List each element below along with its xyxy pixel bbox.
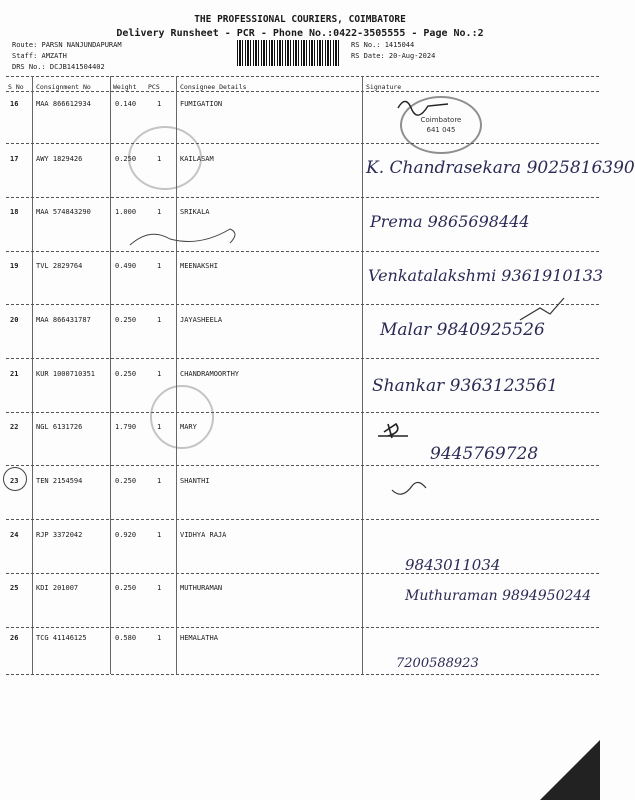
row-consignment: MAA 574843290 <box>36 208 91 216</box>
col-pcs: PCS <box>148 83 160 91</box>
row-weight: 0.250 <box>115 477 137 485</box>
row-pcs: 1 <box>157 155 162 163</box>
row-sno: 26 <box>10 634 19 642</box>
row-consignment: MAA 866431787 <box>36 316 91 324</box>
col-weight: Weight <box>113 83 137 91</box>
row-weight: 1.000 <box>115 208 137 216</box>
row-pcs: 1 <box>157 531 162 539</box>
col-consignment: Consignment No <box>36 83 91 91</box>
row-pcs: 1 <box>157 316 162 324</box>
row-sno: 17 <box>10 155 19 163</box>
handwritten-signature: 9445769728 <box>430 444 539 464</box>
row-consignment: TCG 41146125 <box>36 634 87 642</box>
rs-number: RS No.: 1415044 <box>351 41 415 49</box>
row-consignee: MUTHURAMAN <box>180 584 223 592</box>
row-weight: 0.140 <box>115 100 137 108</box>
row-consignment: TVL 2829764 <box>36 262 83 270</box>
row-pcs: 1 <box>157 477 162 485</box>
row-consignment: KDI 201007 <box>36 584 79 592</box>
row-consignee: KAILASAM <box>180 155 214 163</box>
row-consignee: HEMALATHA <box>180 634 218 642</box>
row-weight: 0.920 <box>115 531 137 539</box>
row-consignee: SHANTHI <box>180 477 210 485</box>
row-pcs: 1 <box>157 262 162 270</box>
row-sno: 21 <box>10 370 19 378</box>
row-pcs: 1 <box>157 100 162 108</box>
row-weight: 1.790 <box>115 423 137 431</box>
row-sno: 24 <box>10 531 19 539</box>
col-sno: S No <box>8 83 24 91</box>
handwritten-signature: Muthuraman 9894950244 <box>405 588 592 604</box>
row-consignment: AWY 1829426 <box>36 155 83 163</box>
row-sno: 18 <box>10 208 19 216</box>
row-consignee: SRIKALA <box>180 208 210 216</box>
row-weight: 0.250 <box>115 316 137 324</box>
col-consignee: Consignee Details <box>180 83 247 91</box>
row-sno: 23 <box>10 477 19 485</box>
row-sno: 22 <box>10 423 19 431</box>
row-sno: 16 <box>10 100 19 108</box>
row-consignment: NGL 6131726 <box>36 423 83 431</box>
handwritten-signature: Prema 9865698444 <box>370 212 530 231</box>
row-sno: 19 <box>10 262 19 270</box>
row-sno: 20 <box>10 316 19 324</box>
row-pcs: 1 <box>157 370 162 378</box>
row-consignee: FUMIGATION <box>180 100 223 108</box>
row-consignee: VIDHYA RAJA <box>180 531 227 539</box>
handwritten-signature: K. Chandrasekara 9025816390 <box>366 158 635 178</box>
row-consignment: RJP 3372042 <box>36 531 83 539</box>
row-weight: 0.250 <box>115 370 137 378</box>
row-pcs: 1 <box>157 423 162 431</box>
stamp-city: Coimbatore <box>420 116 462 124</box>
handwritten-signature: Venkatalakshmi 9361910133 <box>368 266 604 285</box>
row-weight: 0.580 <box>115 634 137 642</box>
rs-date: RS Date: 20-Aug-2024 <box>351 52 436 60</box>
row-pcs: 1 <box>157 208 162 216</box>
row-consignment: TEN 2154594 <box>36 477 83 485</box>
row-weight: 0.250 <box>115 584 137 592</box>
row-consignee: CHANDRAMOORTHY <box>180 370 240 378</box>
row-weight: 0.490 <box>115 262 137 270</box>
row-consignee: JAYASHEELA <box>180 316 223 324</box>
stamp-pin: 641 045 <box>426 126 456 134</box>
row-pcs: 1 <box>157 584 162 592</box>
staff-label: Staff: AMZATH <box>12 52 67 60</box>
row-consignment: KUR 1000710351 <box>36 370 96 378</box>
drs-label: DRS No.: DCJB141504402 <box>12 63 105 71</box>
row-sno: 25 <box>10 584 19 592</box>
col-signature: Signature <box>366 83 402 91</box>
row-consignment: MAA 866612934 <box>36 100 91 108</box>
runsheet-subtitle: Delivery Runsheet - PCR - Phone No.:0422-3505555 - Page No.:2 <box>116 28 484 39</box>
handwritten-signature: Shankar 9363123561 <box>372 376 558 396</box>
row-consignee: MEENAKSHI <box>180 262 218 270</box>
company-title: THE PROFESSIONAL COURIERS, COIMBATORE <box>194 14 406 25</box>
row-pcs: 1 <box>157 634 162 642</box>
route-label: Route: PARSN NANJUNDAPURAM <box>12 41 122 49</box>
handwritten-signature: Malar 9840925526 <box>380 320 545 340</box>
handwritten-signature: 9843011034 <box>405 556 501 574</box>
row-weight: 0.250 <box>115 155 137 163</box>
row-consignee: MARY <box>180 423 197 431</box>
handwritten-signature: 7200588923 <box>396 656 479 671</box>
